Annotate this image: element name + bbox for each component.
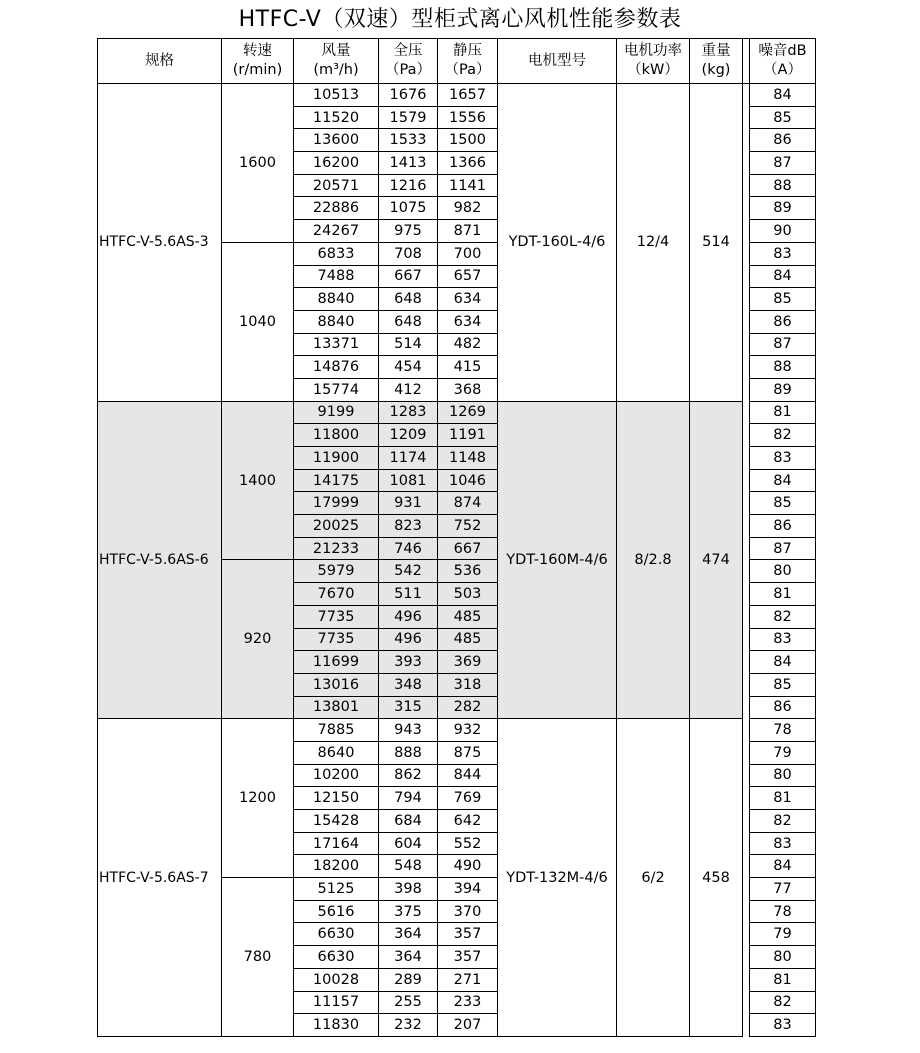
- static-pressure-cell: 536: [438, 560, 498, 583]
- total-pressure-cell: 943: [379, 719, 438, 742]
- noise-cell: 85: [750, 673, 816, 696]
- weight-cell: 458: [690, 719, 743, 1037]
- header-noise: 噪音dB （A）: [750, 39, 816, 84]
- flow-cell: 13371: [294, 333, 379, 356]
- noise-cell: 77: [750, 878, 816, 901]
- spec-group: [98, 84, 816, 402]
- speed-cell: 1200: [222, 719, 294, 878]
- noise-cell: 84: [750, 651, 816, 674]
- header-motor: 电机型号: [498, 39, 617, 84]
- noise-cell: 87: [750, 152, 816, 175]
- noise-cell: 84: [750, 469, 816, 492]
- static-pressure-cell: 844: [438, 764, 498, 787]
- total-pressure-cell: 232: [379, 1014, 438, 1037]
- flow-cell: 17164: [294, 832, 379, 855]
- noise-cell: 84: [750, 265, 816, 288]
- speed-cell: 1400: [222, 401, 294, 560]
- flow-cell: 18200: [294, 855, 379, 878]
- flow-cell: 12150: [294, 787, 379, 810]
- column-gap: [743, 84, 750, 402]
- static-pressure-cell: 700: [438, 242, 498, 265]
- flow-cell: 13801: [294, 696, 379, 719]
- flow-cell: 6630: [294, 923, 379, 946]
- noise-cell: 83: [750, 832, 816, 855]
- flow-cell: 7885: [294, 719, 379, 742]
- noise-cell: 81: [750, 968, 816, 991]
- static-pressure-cell: 1366: [438, 152, 498, 175]
- column-gap: [743, 401, 750, 719]
- flow-cell: 21233: [294, 537, 379, 560]
- motor-cell: YDT-132M-4/6: [498, 719, 617, 1037]
- noise-cell: 79: [750, 741, 816, 764]
- flow-cell: 13600: [294, 129, 379, 152]
- table-row: [98, 719, 816, 742]
- static-pressure-cell: 552: [438, 832, 498, 855]
- total-pressure-cell: 398: [379, 878, 438, 901]
- power-cell: 12/4: [617, 84, 690, 402]
- static-pressure-cell: 875: [438, 741, 498, 764]
- static-pressure-cell: 370: [438, 900, 498, 923]
- flow-cell: 10200: [294, 764, 379, 787]
- flow-cell: 14175: [294, 469, 379, 492]
- flow-cell: 14876: [294, 356, 379, 379]
- static-pressure-cell: 282: [438, 696, 498, 719]
- noise-cell: 80: [750, 946, 816, 969]
- total-pressure-cell: 746: [379, 537, 438, 560]
- static-pressure-cell: 318: [438, 673, 498, 696]
- total-pressure-cell: 315: [379, 696, 438, 719]
- header-power: 电机功率 （kW）: [617, 39, 690, 84]
- total-pressure-cell: 348: [379, 673, 438, 696]
- total-pressure-cell: 975: [379, 220, 438, 243]
- total-pressure-cell: 393: [379, 651, 438, 674]
- spec-cell: HTFC-V-5.6AS-3: [98, 84, 222, 402]
- spec-cell: HTFC-V-5.6AS-6: [98, 401, 222, 719]
- total-pressure-cell: 514: [379, 333, 438, 356]
- noise-cell: 85: [750, 492, 816, 515]
- total-pressure-cell: 931: [379, 492, 438, 515]
- table-row: [98, 84, 816, 107]
- flow-cell: 7670: [294, 583, 379, 606]
- static-pressure-cell: 485: [438, 628, 498, 651]
- flow-cell: 10513: [294, 84, 379, 107]
- static-pressure-cell: 415: [438, 356, 498, 379]
- static-pressure-cell: 1657: [438, 84, 498, 107]
- power-cell: 6/2: [617, 719, 690, 1037]
- noise-cell: 80: [750, 764, 816, 787]
- noise-cell: 80: [750, 560, 816, 583]
- static-pressure-cell: 874: [438, 492, 498, 515]
- total-pressure-cell: 289: [379, 968, 438, 991]
- flow-cell: 8840: [294, 288, 379, 311]
- weight-cell: 474: [690, 401, 743, 719]
- static-pressure-cell: 871: [438, 220, 498, 243]
- flow-cell: 6630: [294, 946, 379, 969]
- total-pressure-cell: 823: [379, 515, 438, 538]
- speed-cell: 1600: [222, 84, 294, 243]
- static-pressure-cell: 1500: [438, 129, 498, 152]
- noise-cell: 86: [750, 310, 816, 333]
- speed-cell: 920: [222, 560, 294, 719]
- static-pressure-cell: 982: [438, 197, 498, 220]
- spec-group: [98, 401, 816, 719]
- noise-cell: 89: [750, 197, 816, 220]
- static-pressure-cell: 1148: [438, 447, 498, 470]
- total-pressure-cell: 364: [379, 923, 438, 946]
- noise-cell: 78: [750, 900, 816, 923]
- total-pressure-cell: 1533: [379, 129, 438, 152]
- flow-cell: 5616: [294, 900, 379, 923]
- header-speed: 转速 (r/min): [222, 39, 294, 84]
- static-pressure-cell: 667: [438, 537, 498, 560]
- flow-cell: 24267: [294, 220, 379, 243]
- flow-cell: 15428: [294, 810, 379, 833]
- static-pressure-cell: 642: [438, 810, 498, 833]
- flow-cell: 13016: [294, 673, 379, 696]
- static-pressure-cell: 394: [438, 878, 498, 901]
- weight-cell: 514: [690, 84, 743, 402]
- flow-cell: 22886: [294, 197, 379, 220]
- noise-cell: 83: [750, 628, 816, 651]
- flow-cell: 20571: [294, 174, 379, 197]
- total-pressure-cell: 364: [379, 946, 438, 969]
- flow-cell: 16200: [294, 152, 379, 175]
- total-pressure-cell: 1216: [379, 174, 438, 197]
- flow-cell: 7735: [294, 605, 379, 628]
- noise-cell: 90: [750, 220, 816, 243]
- static-pressure-cell: 1046: [438, 469, 498, 492]
- speed-cell: 780: [222, 878, 294, 1037]
- noise-cell: 85: [750, 288, 816, 311]
- flow-cell: 7488: [294, 265, 379, 288]
- noise-cell: 84: [750, 84, 816, 107]
- noise-cell: 83: [750, 242, 816, 265]
- noise-cell: 78: [750, 719, 816, 742]
- flow-cell: 5979: [294, 560, 379, 583]
- static-pressure-cell: 1556: [438, 106, 498, 129]
- static-pressure-cell: 271: [438, 968, 498, 991]
- flow-cell: 15774: [294, 378, 379, 401]
- noise-cell: 83: [750, 1014, 816, 1037]
- spec-group: [98, 719, 816, 1037]
- total-pressure-cell: 1283: [379, 401, 438, 424]
- motor-cell: YDT-160L-4/6: [498, 84, 617, 402]
- header-static-pressure: 静压 （Pa）: [438, 39, 498, 84]
- noise-cell: 79: [750, 923, 816, 946]
- flow-cell: 8840: [294, 310, 379, 333]
- noise-cell: 84: [750, 855, 816, 878]
- noise-cell: 86: [750, 515, 816, 538]
- motor-cell: YDT-160M-4/6: [498, 401, 617, 719]
- noise-cell: 87: [750, 537, 816, 560]
- noise-cell: 89: [750, 378, 816, 401]
- total-pressure-cell: 648: [379, 288, 438, 311]
- header-total-pressure: 全压 （Pa）: [379, 39, 438, 84]
- header-row: [98, 39, 816, 84]
- static-pressure-cell: 752: [438, 515, 498, 538]
- noise-cell: 82: [750, 810, 816, 833]
- spec-cell: HTFC-V-5.6AS-7: [98, 719, 222, 1037]
- flow-cell: 11900: [294, 447, 379, 470]
- total-pressure-cell: 684: [379, 810, 438, 833]
- static-pressure-cell: 485: [438, 605, 498, 628]
- total-pressure-cell: 862: [379, 764, 438, 787]
- flow-cell: 11520: [294, 106, 379, 129]
- total-pressure-cell: 708: [379, 242, 438, 265]
- total-pressure-cell: 1579: [379, 106, 438, 129]
- total-pressure-cell: 794: [379, 787, 438, 810]
- column-gap: [743, 39, 750, 84]
- total-pressure-cell: 548: [379, 855, 438, 878]
- page-title: HTFC-V（双速）型柜式离心风机性能参数表: [238, 7, 682, 32]
- static-pressure-cell: 368: [438, 378, 498, 401]
- total-pressure-cell: 542: [379, 560, 438, 583]
- static-pressure-cell: 932: [438, 719, 498, 742]
- noise-cell: 81: [750, 401, 816, 424]
- flow-cell: 9199: [294, 401, 379, 424]
- total-pressure-cell: 648: [379, 310, 438, 333]
- static-pressure-cell: 233: [438, 991, 498, 1014]
- static-pressure-cell: 1269: [438, 401, 498, 424]
- total-pressure-cell: 412: [379, 378, 438, 401]
- total-pressure-cell: 1075: [379, 197, 438, 220]
- total-pressure-cell: 496: [379, 628, 438, 651]
- performance-table: [97, 38, 816, 1037]
- total-pressure-cell: 255: [379, 991, 438, 1014]
- static-pressure-cell: 357: [438, 946, 498, 969]
- column-gap: [743, 719, 750, 1037]
- noise-cell: 82: [750, 991, 816, 1014]
- static-pressure-cell: 634: [438, 310, 498, 333]
- flow-cell: 11800: [294, 424, 379, 447]
- static-pressure-cell: 1141: [438, 174, 498, 197]
- total-pressure-cell: 1174: [379, 447, 438, 470]
- total-pressure-cell: 1676: [379, 84, 438, 107]
- static-pressure-cell: 657: [438, 265, 498, 288]
- noise-cell: 86: [750, 696, 816, 719]
- noise-cell: 82: [750, 424, 816, 447]
- flow-cell: 6833: [294, 242, 379, 265]
- noise-cell: 88: [750, 174, 816, 197]
- noise-cell: 88: [750, 356, 816, 379]
- flow-cell: 11830: [294, 1014, 379, 1037]
- total-pressure-cell: 1081: [379, 469, 438, 492]
- noise-cell: 87: [750, 333, 816, 356]
- noise-cell: 83: [750, 447, 816, 470]
- header-weight: 重量 (kg): [690, 39, 743, 84]
- static-pressure-cell: 369: [438, 651, 498, 674]
- total-pressure-cell: 667: [379, 265, 438, 288]
- static-pressure-cell: 207: [438, 1014, 498, 1037]
- total-pressure-cell: 604: [379, 832, 438, 855]
- flow-cell: 11157: [294, 991, 379, 1014]
- flow-cell: 10028: [294, 968, 379, 991]
- total-pressure-cell: 454: [379, 356, 438, 379]
- flow-cell: 20025: [294, 515, 379, 538]
- static-pressure-cell: 490: [438, 855, 498, 878]
- total-pressure-cell: 1209: [379, 424, 438, 447]
- static-pressure-cell: 503: [438, 583, 498, 606]
- static-pressure-cell: 357: [438, 923, 498, 946]
- total-pressure-cell: 1413: [379, 152, 438, 175]
- static-pressure-cell: 1191: [438, 424, 498, 447]
- speed-cell: 1040: [222, 242, 294, 401]
- static-pressure-cell: 634: [438, 288, 498, 311]
- total-pressure-cell: 888: [379, 741, 438, 764]
- flow-cell: 8640: [294, 741, 379, 764]
- total-pressure-cell: 375: [379, 900, 438, 923]
- flow-cell: 11699: [294, 651, 379, 674]
- flow-cell: 17999: [294, 492, 379, 515]
- header-flow: 风量 (m³/h): [294, 39, 379, 84]
- static-pressure-cell: 769: [438, 787, 498, 810]
- flow-cell: 7735: [294, 628, 379, 651]
- total-pressure-cell: 496: [379, 605, 438, 628]
- total-pressure-cell: 511: [379, 583, 438, 606]
- static-pressure-cell: 482: [438, 333, 498, 356]
- noise-cell: 85: [750, 106, 816, 129]
- power-cell: 8/2.8: [617, 401, 690, 719]
- noise-cell: 81: [750, 787, 816, 810]
- table-row: [98, 401, 816, 424]
- header-spec: 规格: [98, 39, 222, 84]
- noise-cell: 81: [750, 583, 816, 606]
- flow-cell: 5125: [294, 878, 379, 901]
- noise-cell: 86: [750, 129, 816, 152]
- noise-cell: 82: [750, 605, 816, 628]
